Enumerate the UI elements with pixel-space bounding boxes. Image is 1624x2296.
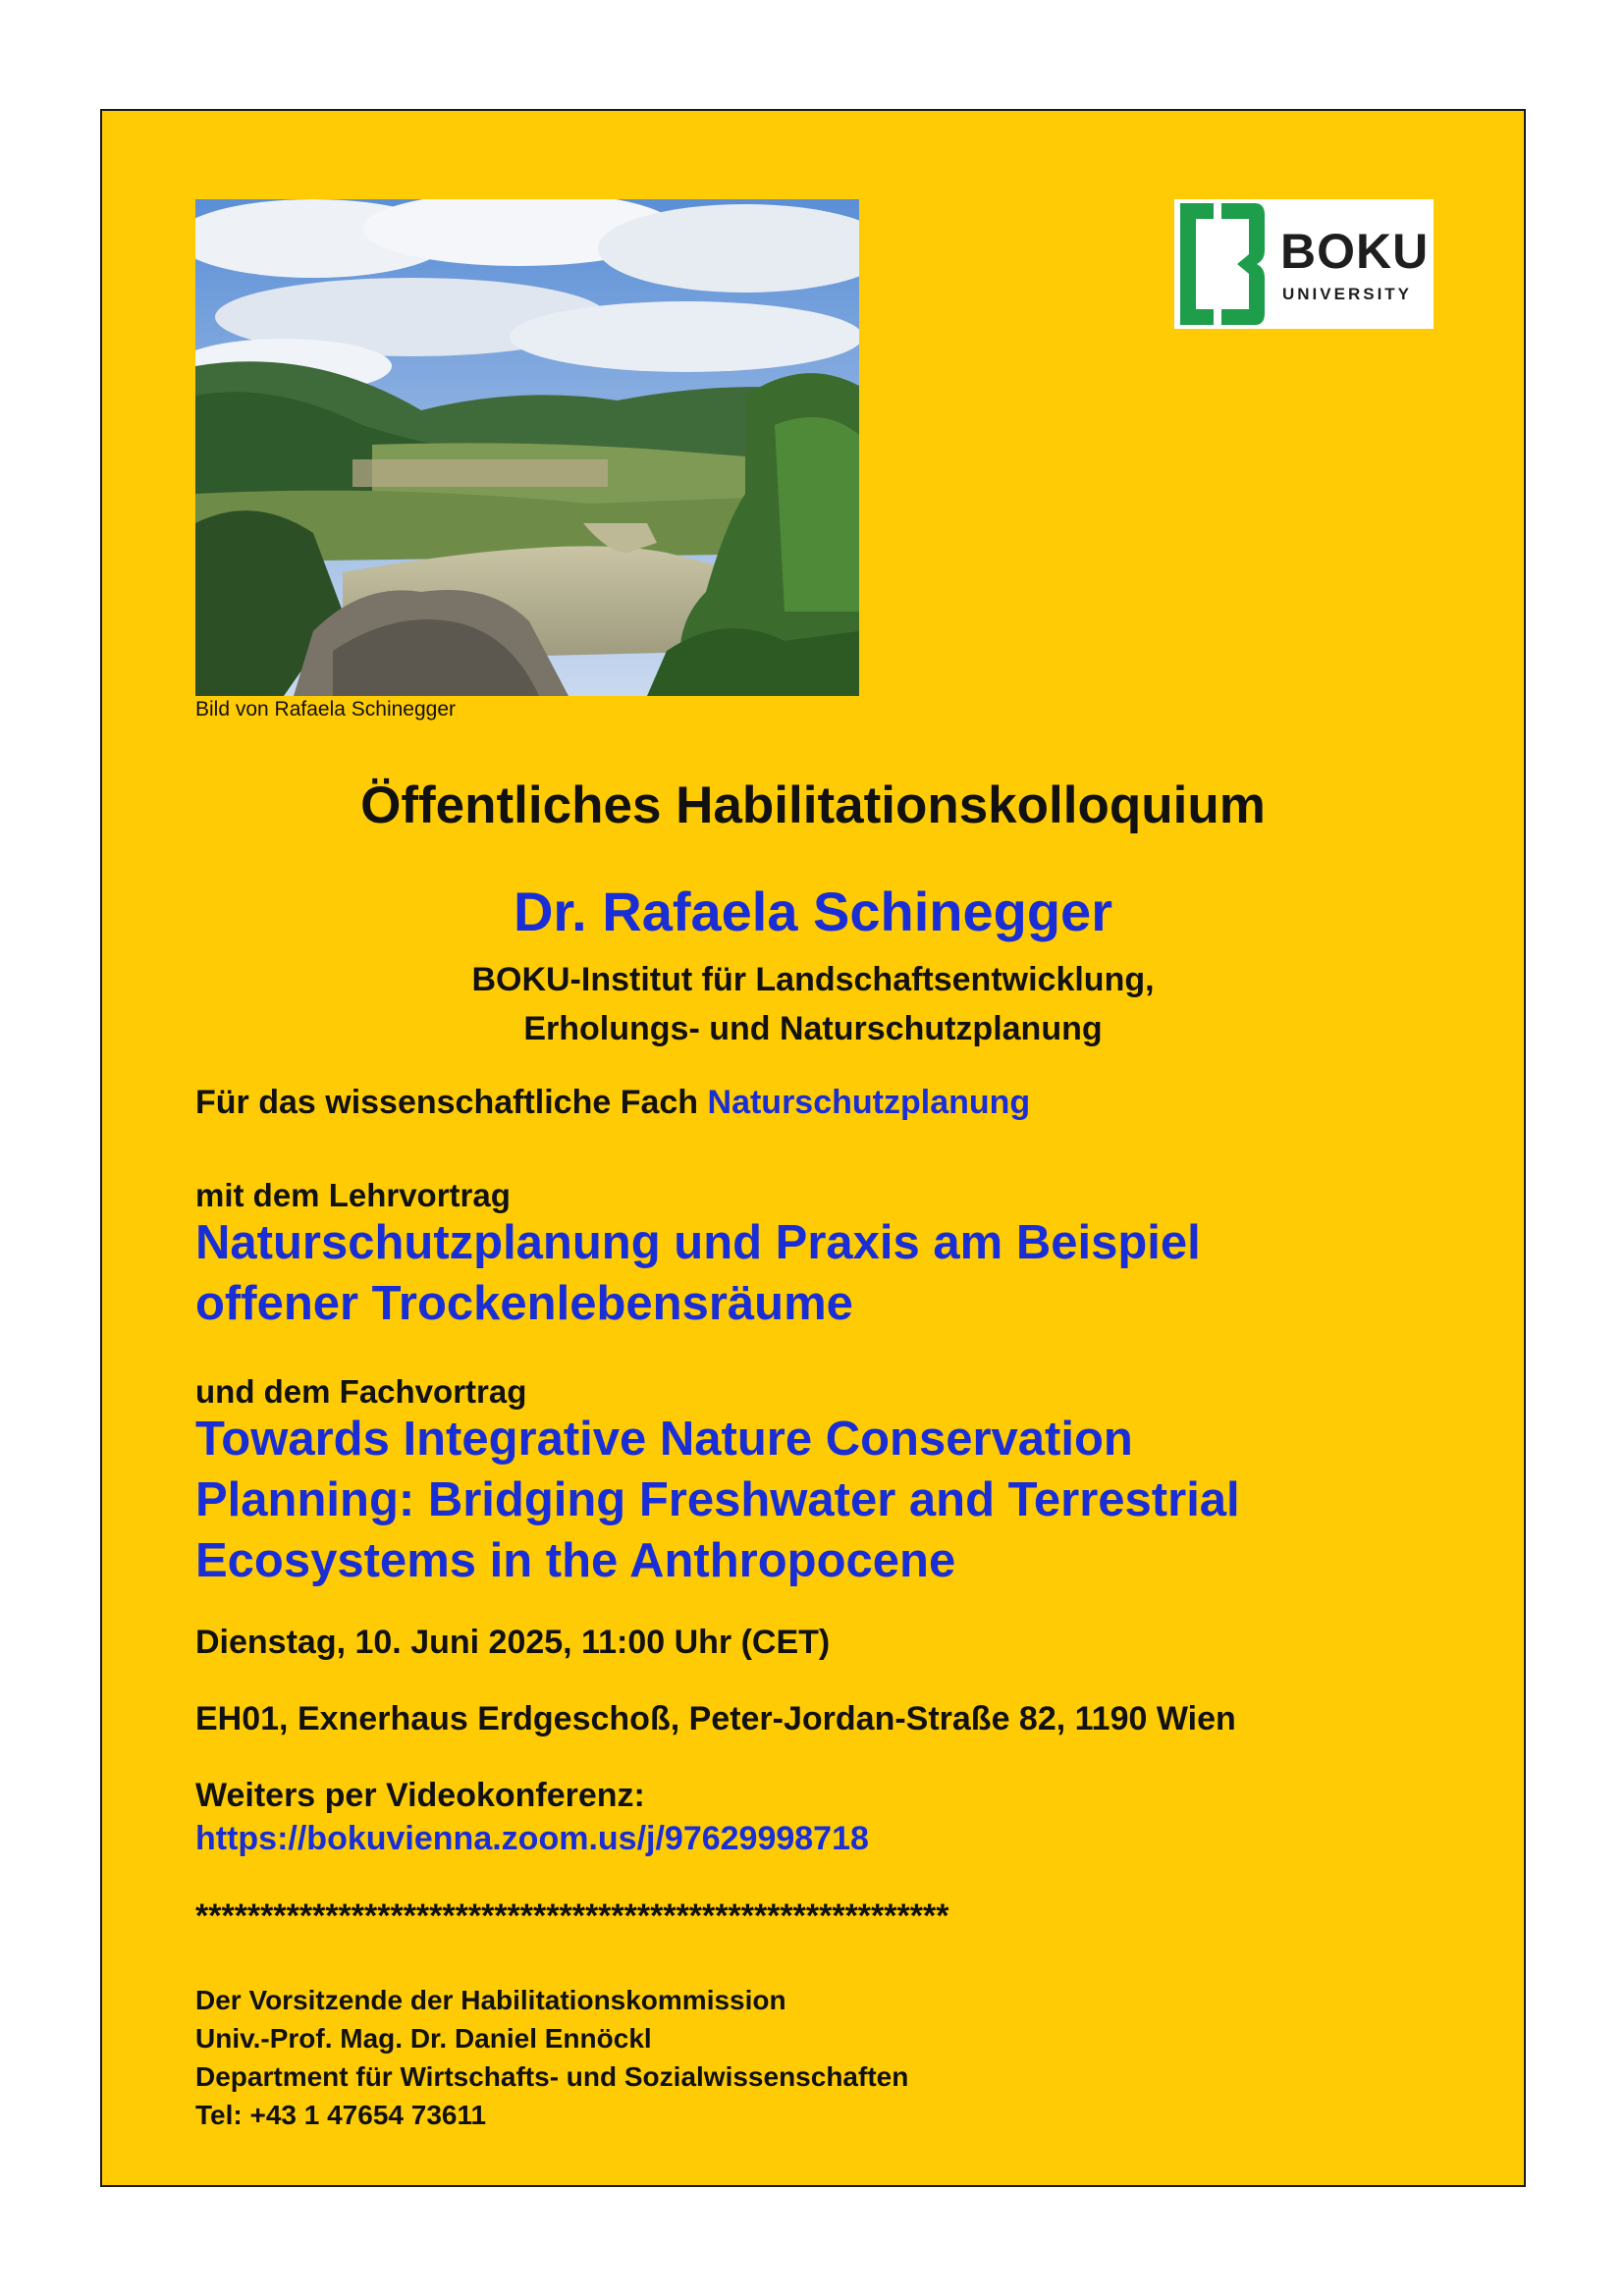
- speaker-institute: [102, 955, 1524, 1053]
- poster: [100, 109, 1526, 2187]
- event-location: EH01, Exnerhaus Erdgeschoß, Peter-Jordan-Straße 82, 1190 Wien: [195, 1700, 1236, 1737]
- lecture1-title-line-2: offener Trockenlebensräume: [195, 1277, 853, 1330]
- boku-logo: [1174, 199, 1434, 329]
- lecture1-label: mit dem Lehrvortrag: [195, 1177, 511, 1213]
- institute-line-2: Erholungs- und Naturschutzplanung: [523, 1010, 1103, 1047]
- boku-logo-name: BOKU: [1280, 224, 1430, 279]
- landscape-photo: [195, 199, 859, 696]
- lecture2-title: [195, 1409, 1465, 1591]
- contact-line-2: Univ.-Prof. Mag. Dr. Daniel Ennöckl: [195, 2023, 652, 2054]
- page-title: Öffentliches Habilitationskolloquium: [360, 776, 1266, 834]
- contact-line-3: Department für Wirtschafts- und Sozialwissenschaften: [195, 2061, 909, 2092]
- separator: **********************************************************: [195, 1897, 949, 1935]
- lecture2-title-line-1: Towards Integrative Nature Conservation: [195, 1413, 1133, 1466]
- video-label: Weiters per Videokonferenz:: [195, 1777, 645, 1814]
- contact-block: [195, 1981, 1465, 2134]
- lecture1-title: [195, 1212, 1465, 1334]
- event-date: Dienstag, 10. Juni 2025, 11:00 Uhr (CET): [195, 1624, 831, 1661]
- boku-logo-mark-icon: [1174, 199, 1272, 329]
- lecture2-title-line-2: Planning: Bridging Freshwater and Terrestrial: [195, 1473, 1240, 1526]
- video-link[interactable]: https://bokuvienna.zoom.us/j/97629998718: [195, 1820, 869, 1857]
- subject-prefix: Für das wissenschaftliche Fach: [195, 1084, 708, 1121]
- subject-name: Naturschutzplanung: [707, 1084, 1031, 1121]
- speaker-name: Dr. Rafaela Schinegger: [513, 881, 1112, 942]
- lecture2-title-line-3: Ecosystems in the Anthropocene: [195, 1534, 956, 1587]
- subject-line: [195, 1083, 1465, 1123]
- contact-line-4: Tel: +43 1 47654 73611: [195, 2100, 487, 2130]
- lecture1-title-line-1: Naturschutzplanung und Praxis am Beispiel: [195, 1216, 1201, 1269]
- photo-caption: Bild von Rafaela Schinegger: [195, 698, 457, 721]
- institute-line-1: BOKU-Institut für Landschaftsentwicklung,: [471, 961, 1155, 998]
- lecture2-label: und dem Fachvortrag: [195, 1373, 527, 1410]
- contact-line-1: Der Vorsitzende der Habilitationskommission: [195, 1985, 786, 2015]
- boku-logo-subtitle: UNIVERSITY: [1282, 285, 1413, 303]
